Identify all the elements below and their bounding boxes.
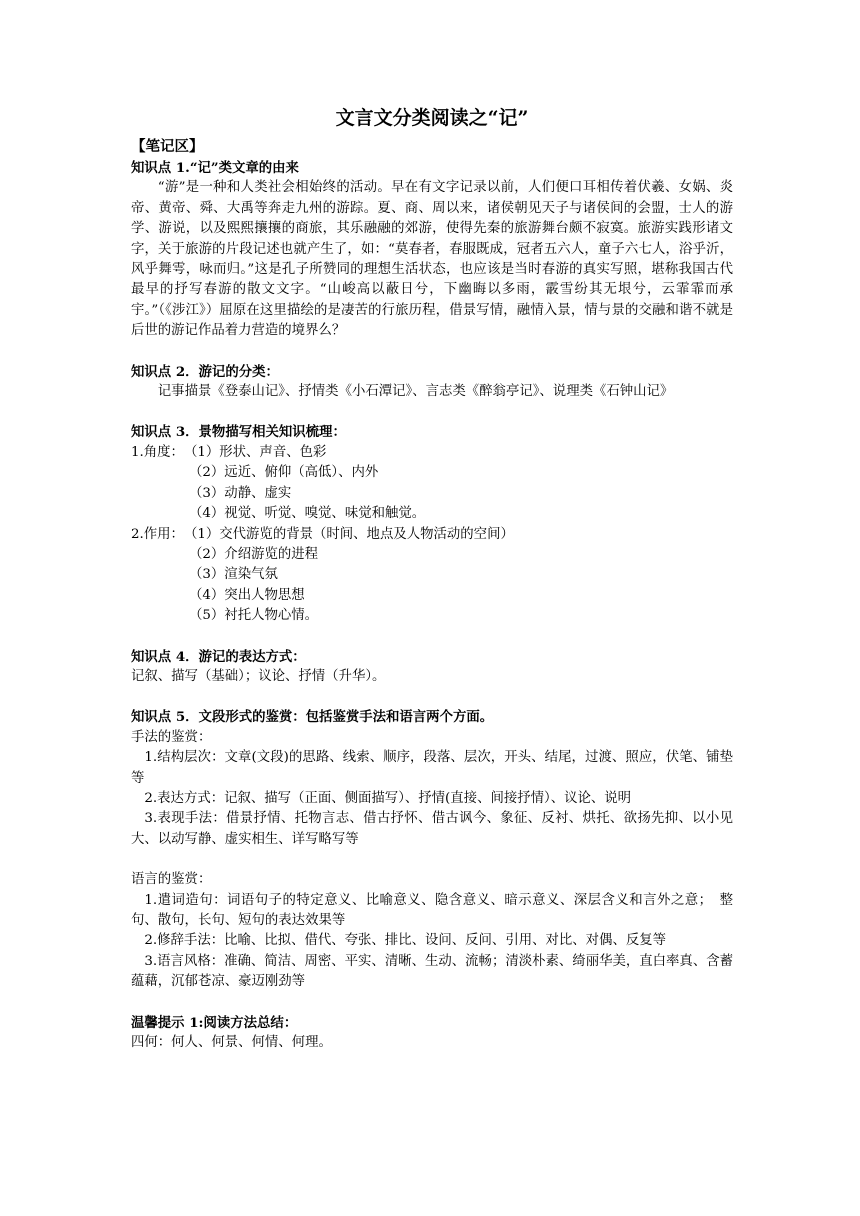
document-content	[131, 104, 733, 1053]
tip-body: 四何：何人、何景、何情、何理。	[131, 1035, 332, 1051]
kp3-heading: 知识点 3．景物描写相关知识梳理：	[131, 424, 346, 441]
kp5-technique-label: 手法的鉴赏：	[131, 729, 212, 745]
kp3-angle-item: （4）视觉、听觉、嗅觉、味觉和触觉。	[189, 506, 426, 522]
kp4-heading: 知识点 4．游记的表达方式：	[131, 648, 306, 665]
kp5-heading: 知识点 5．文段形式的鉴赏：包括鉴赏手法和语言两个方面。	[131, 709, 494, 726]
kp5-technique-item: 2.表达方式：记叙、描写（正面、侧面描写）、抒情(直接、间接抒情）、议论、说明	[144, 790, 632, 806]
kp3-angle-item: （1）形状、声音、色彩	[183, 444, 327, 460]
kp1-heading: 知识点 1.“记”类文章的由来	[131, 160, 299, 176]
kp3-angle-item: （2）远近、俯仰（高低）、内外	[189, 465, 379, 481]
kp3-effect-row	[131, 525, 733, 545]
kp3-angle-label: 1.角度：	[131, 444, 184, 460]
kp5-language-item: 2.修辞手法：比喻、比拟、借代、夸张、排比、设问、反问、引用、对比、对偶、反复等	[144, 933, 667, 949]
kp5-language-label: 语言的鉴赏：	[131, 872, 212, 888]
kp2-heading: 知识点 2．游记的分类：	[131, 363, 279, 380]
kp5-technique-item: 1.结构层次：文章(文段)的思路、线索、顺序，段落、层次，开头、结尾，过渡、照应，伏笔、铺垫等	[131, 750, 733, 786]
kp2-body: 记事描景《登泰山记》、抒情类《小石潭记》、言志类《醉翁亭记》、说理类《石钟山记》	[157, 384, 674, 400]
kp3-effect-item: （5）衬托人物心情。	[189, 608, 319, 624]
kp5-language-item: 1.遣词造句：词语句子的特定意义、比喻意义、隐含意义、暗示意义、深层含义和言外之意； 整句、散句，长句、短句的表达效果等	[131, 892, 733, 928]
kp3-effect-item: （2）介绍游览的进程	[189, 546, 319, 562]
section-label: 【笔记区】	[131, 138, 204, 155]
kp3-angle-row	[131, 443, 733, 463]
kp3-angle-item: （3）动静、虚实	[189, 485, 292, 501]
kp3-effect-item: （4）突出人物思想	[189, 587, 305, 603]
kp5-technique-item: 3.表现手法：借景抒情、托物言志、借古抒怀、借古讽今、象征、反衬、烘托、欲扬先抑、以小见大、以动写静、虚实相生、详写略写等	[131, 811, 733, 847]
kp3-effect-item: （1）交代游览的背景（时间、地点及人物活动的空间）	[183, 526, 514, 542]
kp5-language-item: 3.语言风格：准确、简洁、周密、平实、清晰、生动、流畅；清淡朴素、绮丽华美，直白率真、含蓄蕴藉，沉郁苍凉、豪迈刚劲等	[131, 953, 733, 990]
document-title: 文言文分类阅读之“记”	[335, 107, 529, 129]
kp4-body: 记叙、描写（基础）；议论、抒情（升华）。	[131, 668, 386, 684]
kp1-body: “游”是一种和人类社会相始终的活动。早在有文字记录以前，人们便口耳相传着伏羲、女娲、炎帝、黄帝、舜、大禹等奔走九州的游踪。夏、商、周以来，诸侯朝见天子与诸侯间的会盟，士人的游学、游说，以及熙熙攘攘的商旅，其乐融融的郊游，使得先秦的旅游舞台颇不寂寞。旅游实践形诸文字，关于旅游的片段记述也就产生了，如：“莫春者，春服既成，冠者五六人，童子六七人，浴乎沂，风乎舞雩，咏而归。”这是孔子所赞同的理想生活状态，也应该是当时春游的真实写照，堪称我国古代最早的抒写春游的散文文字。“山峻高以蔽日兮，下幽晦以多雨，霰雪纷其无垠兮，云霏霏而承宇。”（《涉江》）屈原在这里描绘的是凄苦的行旅历程，借景写情，融情入景，情与景的交融和谐不就是后世的游记作品着力营造的境界么？	[131, 180, 733, 339]
kp3-effect-label: 2.作用：	[131, 526, 184, 542]
kp3-effect-item: （3）渲染气氛	[189, 567, 278, 583]
tip-heading: 温馨提示 1:阅读方法总结：	[131, 1014, 298, 1031]
